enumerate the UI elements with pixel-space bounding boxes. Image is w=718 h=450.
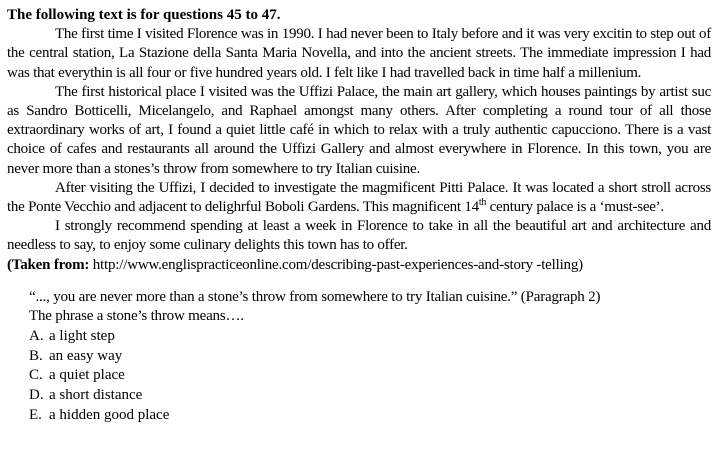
option-text: a quiet place [49, 367, 125, 384]
source-citation [7, 256, 711, 275]
ordinal-suffix: th [478, 197, 487, 209]
option-text: a hidden good place [49, 406, 170, 423]
option-text: a light step [49, 328, 115, 345]
question-prompt: The phrase a stone’s throw means…. [29, 308, 244, 325]
source-colon: : [84, 256, 90, 273]
option-letter: A. [29, 328, 44, 345]
option-d[interactable] [29, 386, 711, 406]
section-heading: The following text is for questions 45 to 47. [7, 7, 281, 23]
source-url: http://www.englispracticeonline.com/describing-past-experiences-and-story -telling) [89, 256, 583, 273]
option-letter: E. [29, 406, 42, 423]
paragraph-3 [7, 179, 711, 217]
option-b[interactable] [29, 347, 711, 367]
question-quote: “..., you are never more than a stone’s throw from somewhere to try Italian cuisine.” (Paragraph 2) [29, 288, 601, 305]
option-c[interactable] [29, 366, 711, 386]
paragraph-3-text: After visiting the Uffizi, I decided to investigate the magmificent Pitti Palace. It was located a short stroll across the Ponte Vecchio and adjacent to delighrful Boboli Gardens. This magnificent 14 [7, 179, 711, 216]
question-block [29, 288, 711, 426]
option-letter: D. [29, 387, 44, 404]
option-e[interactable] [29, 406, 711, 426]
option-text: an easy way [49, 347, 123, 364]
source-label: (Taken from [7, 256, 85, 273]
option-text: a short distance [49, 387, 143, 404]
paragraph-2: The first historical place I visited was the Uffizi Palace, the main art gallery, which houses paintings by artist suc as Sandro Botticelli, Micelangelo, and Raphael amongst many others. After completing a round tour of all those extraordinary works of art, I found a quiet little café in which to relax with a truly authentic capucciono. There is a vast choice of cafes and restaurants all around the Uffizi Gallery and almost everywhere in Florence. In this town, you are never more than a stones’s throw from somewhere to try Italian cuisine. [7, 83, 711, 177]
option-letter: B. [29, 347, 43, 364]
paragraph-4: I strongly recommend spending at least a week in Florence to take in all the beautiful art and architecture and needless to say, to enjoy some culinary delights this town has to offer. [7, 218, 711, 254]
option-letter: C. [29, 367, 43, 384]
option-a[interactable] [29, 327, 711, 347]
paragraph-3-end: century palace is a ‘must-see’. [486, 199, 664, 216]
paragraph-1: The first time I visited Florence was in 1990. I had never been to Italy before and it was very excitin to step out of the central station, La Stazione della Santa Maria Novella, and into the ancient streets. The immediate impression I had was that everythin is all four or five hundred years old. I felt like I had travelled back in time half a millenium. [7, 26, 711, 81]
